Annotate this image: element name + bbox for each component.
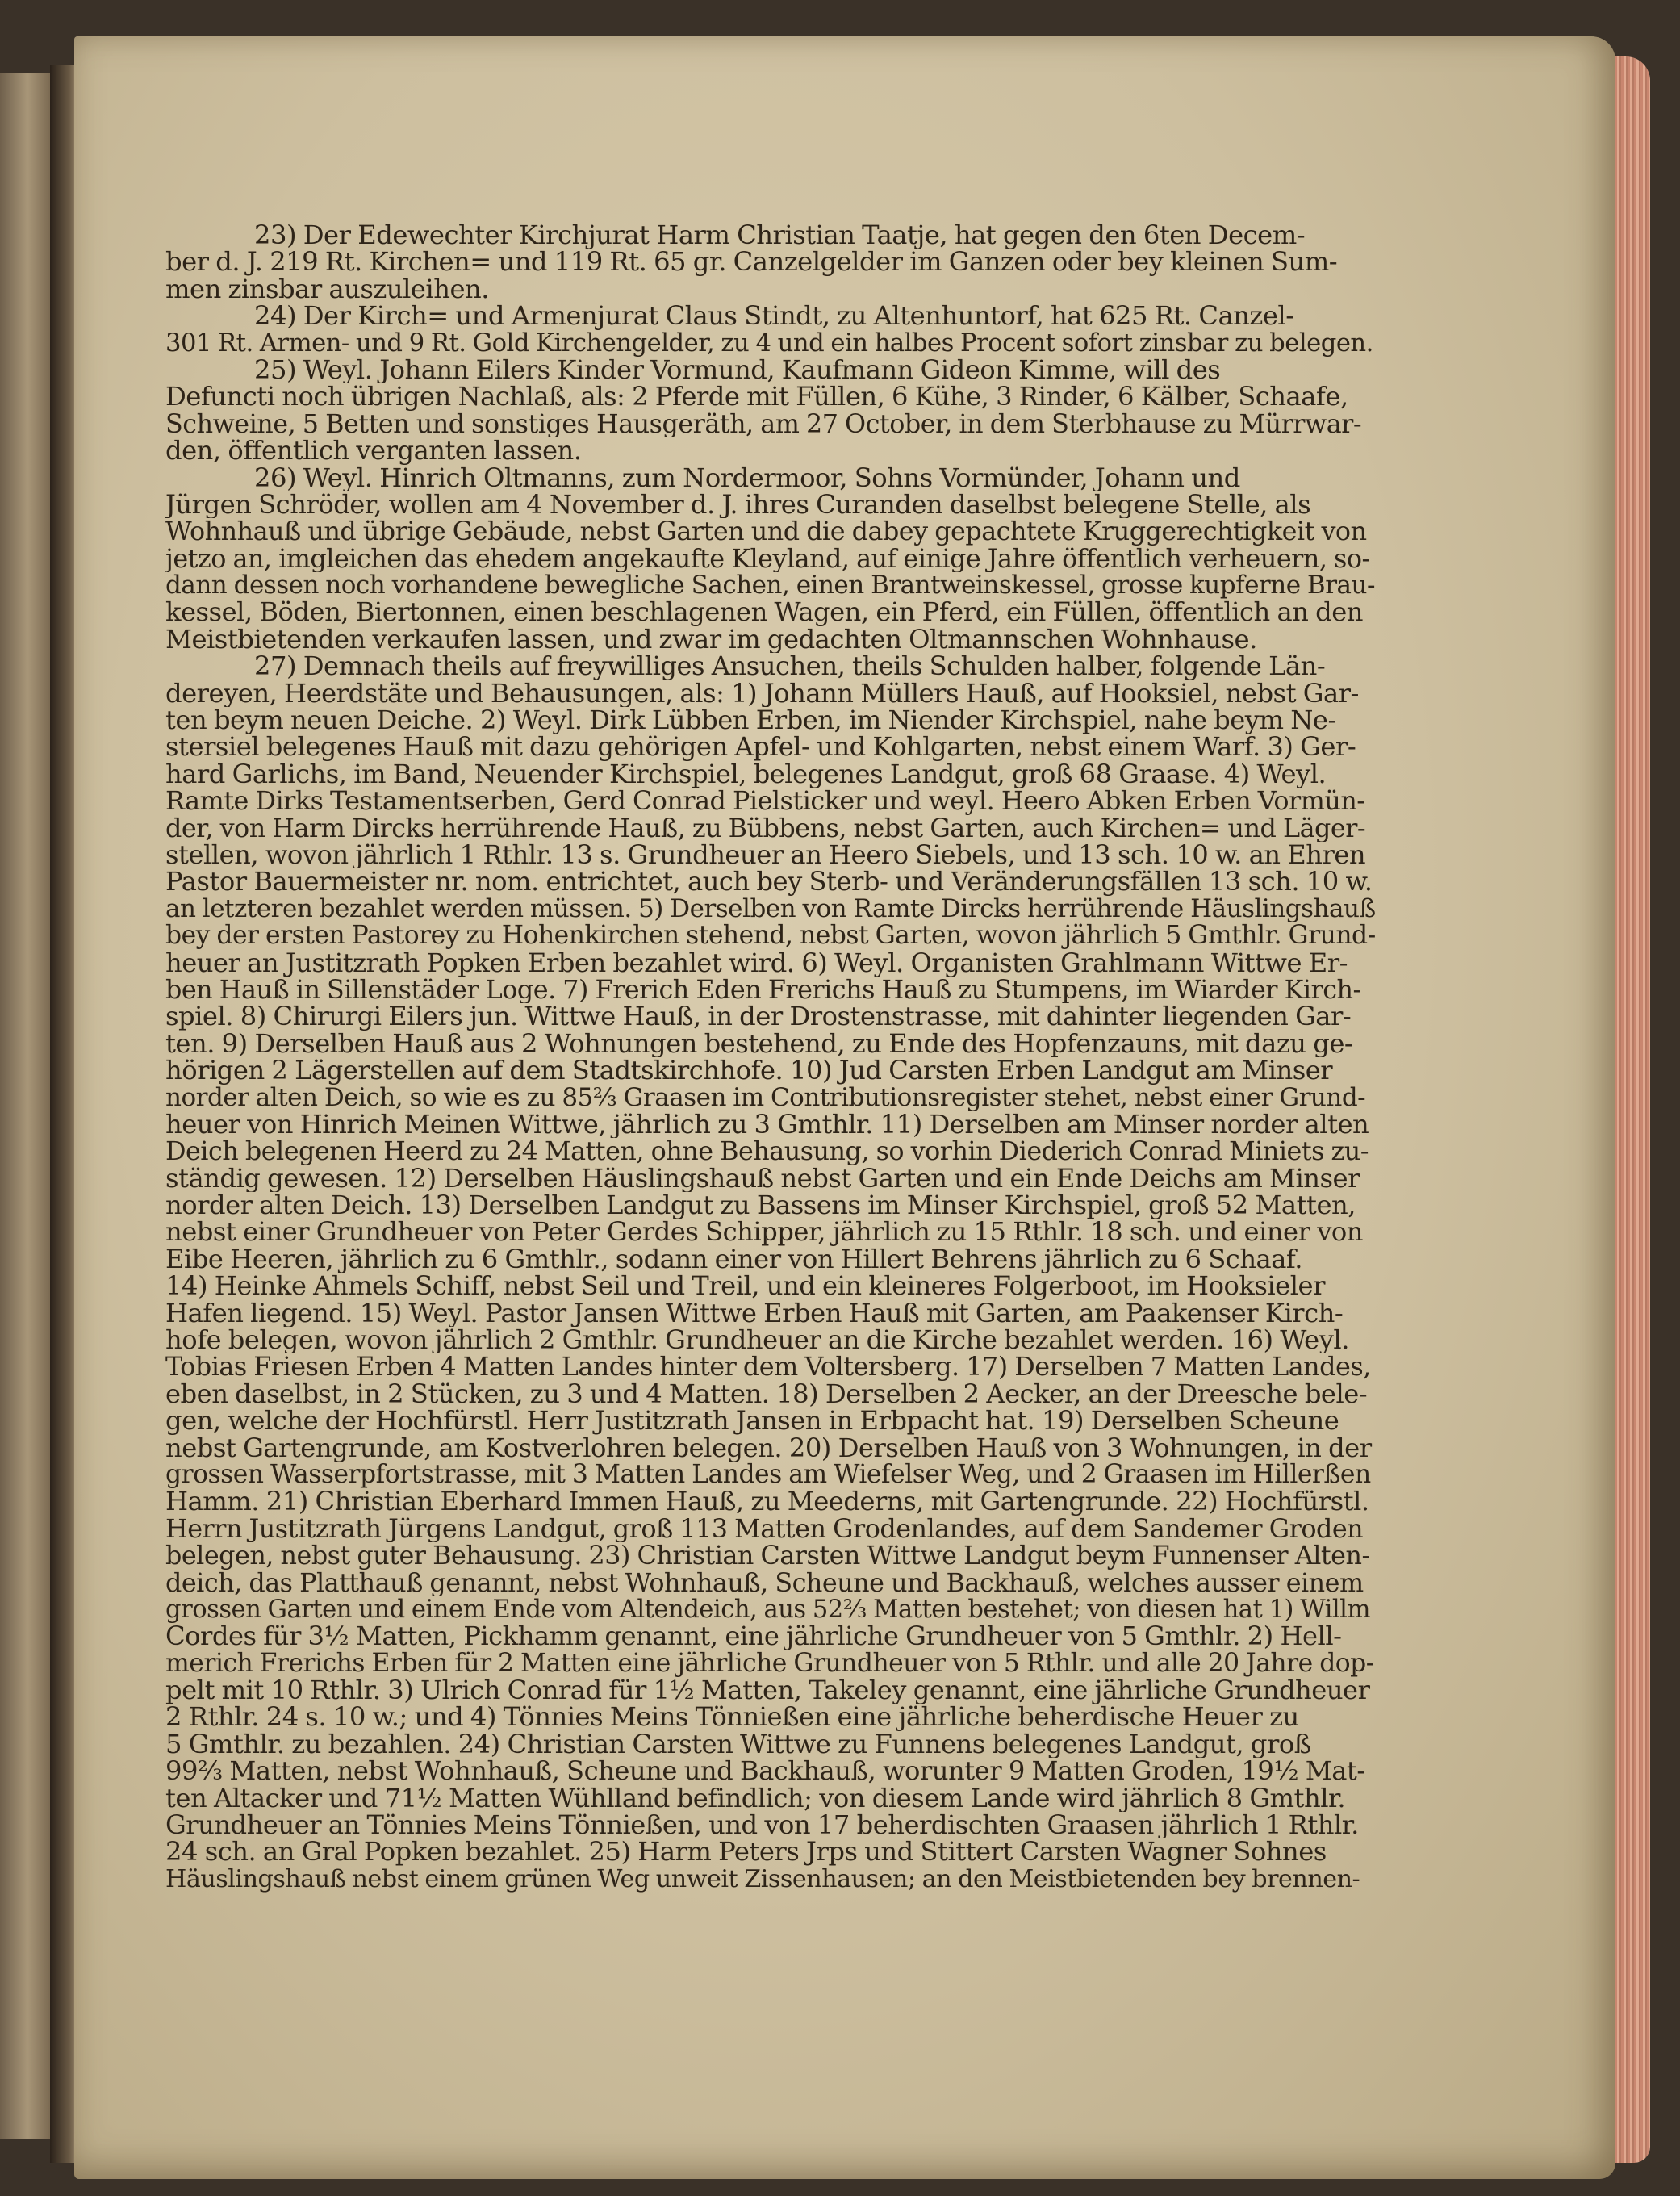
- text-line: ben Hauß in Sillenstäder Loge. 7) Frerich Eden Frerichs Hauß zu Stumpens, im Wiarder Kirch-: [165, 976, 1361, 1004]
- text-line: 5 Gmthlr. zu bezahlen. 24) Christian Carsten Wittwe zu Funnens belegenes Landgut, groß: [165, 1730, 1311, 1759]
- text-line: grossen Wasserpfortstrasse, mit 3 Matten Landes am Wiefelser Weg, und 2 Graasen im Hillerßen: [165, 1461, 1371, 1489]
- text-line: stersiel belegenes Hauß mit dazu gehörigen Apfel- und Kohlgarten, nebst einem Warf. 3) Ger-: [165, 734, 1356, 761]
- text-line: norder alten Deich. 13) Derselben Landgut zu Bassens im Minser Kirchspiel, groß 52 Matten,: [165, 1192, 1356, 1219]
- text-line: Grundheuer an Tönnies Meins Tönnießen, und von 17 beherdischten Graasen jährlich 1 Rthlr.: [165, 1812, 1359, 1839]
- text-line: jetzo an, imgleichen das ehedem angekaufte Kleyland, auf einige Jahre öffentlich verheuern, so-: [165, 545, 1370, 573]
- text-line: Defuncti noch übrigen Nachlaß, als: 2 Pferde mit Füllen, 6 Kühe, 3 Rinder, 6 Kälber, Schaafe,: [165, 383, 1348, 411]
- text-line: eben daselbst, in 2 Stücken, zu 3 und 4 Matten. 18) Derselben 2 Aecker, an der Dreesche bele-: [165, 1380, 1368, 1408]
- text-line: 23) Der Edewechter Kirchjurat Harm Christian Taatje, hat gegen den 6ten Decem-: [254, 222, 1306, 249]
- text-line: Cordes für 3½ Matten, Pickhamm genannt, eine jährliche Grundheuer von 5 Gmthlr. 2) Hell-: [165, 1623, 1342, 1650]
- text-line: Tobias Friesen Erben 4 Matten Landes hinter dem Voltersberg. 17) Derselben 7 Matten Landes,: [165, 1353, 1371, 1381]
- text-line: hörigen 2 Lägerstellen auf dem Stadtskirchhofe. 10) Jud Carsten Erben Landgut am Minser: [165, 1057, 1333, 1085]
- text-line: Wohnhauß und übrige Gebäude, nebst Garten und die dabey gepachtete Kruggerechtigkeit von: [165, 518, 1367, 546]
- text-line: deich, das Platthauß genannt, nebst Wohnhauß, Scheune und Backhauß, welches ausser einem: [165, 1569, 1364, 1596]
- left-page-edge: [0, 73, 52, 2139]
- text-line: 25) Weyl. Johann Eilers Kinder Vormund, Kaufmann Gideon Kimme, will des: [254, 356, 1221, 384]
- text-line: 301 Rt. Armen- und 9 Rt. Gold Kirchengelder, zu 4 und ein halbes Procent sofort zinsbar zu belegen.: [165, 329, 1373, 357]
- text-line: ber d. J. 219 Rt. Kirchen= und 119 Rt. 65 gr. Canzelgelder im Ganzen oder bey kleinen Sum-: [165, 249, 1338, 276]
- text-line: 14) Heinke Ahmels Schiff, nebst Seil und Treil, und ein kleineres Folgerboot, im Hooksieler: [165, 1273, 1325, 1300]
- text-line: Hafen liegend. 15) Weyl. Pastor Jansen Wittwe Erben Hauß mit Garten, am Paakenser Kirch-: [165, 1299, 1344, 1328]
- text-line: hofe belegen, wovon jährlich 2 Gmthlr. Grundheuer an die Kirche bezahlet werden. 16) Weyl.: [165, 1327, 1349, 1354]
- text-line: ten beym neuen Deiche. 2) Weyl. Dirk Lübben Erben, im Niender Kirchspiel, nahe beym Ne-: [165, 707, 1336, 734]
- text-line: 27) Demnach theils auf freywilliges Ansuchen, theils Schulden halber, folgende Län-: [254, 653, 1326, 680]
- text-line: kessel, Böden, Biertonnen, einen beschlagenen Wagen, ein Pferd, ein Füllen, öffentlich an den: [165, 599, 1363, 626]
- text-line: Eibe Heeren, jährlich zu 6 Gmthlr., sodann einer von Hillert Behrens jährlich zu 6 Schaaf.: [165, 1245, 1302, 1274]
- text-line: 24) Der Kirch= und Armenjurat Claus Stindt, zu Altenhuntorf, hat 625 Rt. Canzel-: [254, 303, 1294, 330]
- text-line: Herrn Justitzrath Jürgens Landgut, groß 113 Matten Grodenlandes, auf dem Sandemer Groden: [165, 1515, 1364, 1543]
- text-line: der, von Harm Dircks herrührende Hauß, zu Bübbens, nebst Garten, auch Kirchen= und Läger-: [165, 814, 1366, 842]
- text-line: dann dessen noch vorhandene bewegliche Sachen, einen Brantweinskessel, grosse kupferne Brau-: [165, 572, 1375, 600]
- text-line: norder alten Deich, so wie es zu 85⅔ Graasen im Contributionsregister stehet, nebst einer Grund-: [165, 1084, 1366, 1111]
- text-line: Deich belegenen Heerd zu 24 Matten, ohne Behausung, so vorhin Diederich Conrad Miniets zu-: [165, 1138, 1369, 1165]
- text-line: Ramte Dirks Testamentserben, Gerd Conrad Pielsticker und weyl. Heero Abken Erben Vormün-: [165, 788, 1365, 815]
- text-line: gen, welche der Hochfürstl. Herr Justitzrath Jansen in Erbpacht hat. 19) Derselben Scheune: [165, 1408, 1339, 1435]
- text-line: Pastor Bauermeister nr. nom. entrichtet, auch bey Sterb- und Veränderungsfällen 13 sch. 10 w.: [165, 868, 1373, 896]
- text-line: an letzteren bezahlet werden müssen. 5) Derselben von Ramte Dircks herrührende Häuslingshauß: [165, 895, 1376, 923]
- text-line: ten Altacker und 71½ Matten Wühlland befindlich; von diesem Lande wird jährlich 8 Gmthlr.: [165, 1784, 1346, 1813]
- text-line: ten. 9) Derselben Hauß aus 2 Wohnungen bestehend, zu Ende des Hopfenzauns, mit dazu ge-: [165, 1030, 1353, 1058]
- text-line: Schweine, 5 Betten und sonstiges Hausgeräth, am 27 October, in dem Sterbhause zu Mürrwar-: [165, 410, 1362, 438]
- text-line: stellen, wovon jährlich 1 Rthlr. 13 s. Grundheuer an Heero Siebels, und 13 sch. 10 w. an Ehren: [165, 841, 1366, 869]
- text-line: bey der ersten Pastorey zu Hohenkirchen stehend, nebst Garten, wovon jährlich 5 Gmthlr. Grund-: [165, 922, 1376, 950]
- text-line: grossen Garten und einem Ende vom Altendeich, aus 52⅔ Matten bestehet; von diesen hat 1) Willm: [165, 1596, 1370, 1624]
- text-line: Meistbietenden verkaufen lassen, und zwar im gedachten Oltmannschen Wohnhause.: [165, 625, 1257, 654]
- text-line: merich Frerichs Erben für 2 Matten eine jährliche Grundheuer von 5 Rthlr. und alle 20 Jahre dop-: [165, 1650, 1374, 1678]
- text-line: 26) Weyl. Hinrich Oltmanns, zum Nordermoor, Sohns Vormünder, Johann und: [254, 464, 1240, 491]
- text-line: nebst Gartengrunde, am Kostverlohren belegen. 20) Derselben Hauß von 3 Wohnungen, in der: [165, 1434, 1372, 1462]
- text-line: belegen, nebst guter Behausung. 23) Christian Carsten Wittwe Landgut beym Funnenser Alten-: [165, 1542, 1370, 1570]
- text-line: pelt mit 10 Rthlr. 3) Ulrich Conrad für 1½ Matten, Takeley genannt, eine jährliche Grundheuer: [165, 1677, 1370, 1705]
- text-block: [165, 222, 1376, 1893]
- text-line: nebst einer Grundheuer von Peter Gerdes Schipper, jährlich zu 15 Rthlr. 18 sch. und einer von: [165, 1219, 1363, 1246]
- text-line: 24 sch. an Gral Popken bezahlet. 25) Harm Peters Jrps und Stittert Carsten Wagner Sohnes: [165, 1838, 1327, 1866]
- text-line: heuer an Justitzrath Popken Erben bezahlet wird. 6) Weyl. Organisten Grahlmann Wittwe Er-: [165, 949, 1348, 977]
- text-line: heuer von Hinrich Meinen Wittwe, jährlich zu 3 Gmthlr. 11) Derselben am Minser norder alten: [165, 1111, 1369, 1139]
- text-line: den, öffentlich verganten lassen.: [165, 437, 582, 465]
- text-line: Häuslingshauß nebst einem grünen Weg unweit Zissenhausen; an den Meistbietenden bey brennen-: [165, 1865, 1360, 1893]
- text-line: men zinsbar auszuleihen.: [165, 275, 489, 303]
- text-line: 2 Rthlr. 24 s. 10 w.; und 4) Tönnies Meins Tönnießen eine jährliche beherdische Heuer zu: [165, 1704, 1299, 1731]
- text-line: Jürgen Schröder, wollen am 4 November d. J. ihres Curanden daselbst belegene Stelle, als: [165, 491, 1311, 519]
- text-line: spiel. 8) Chirurgi Eilers jun. Wittwe Hauß, in der Drostenstrasse, mit dahinter liegenden Gar-: [165, 1003, 1352, 1031]
- text-line: dereyen, Heerdstäte und Behausungen, als: 1) Johann Müllers Hauß, auf Hooksiel, nebst Gar-: [165, 680, 1359, 708]
- text-line: 99⅔ Matten, nebst Wohnhauß, Scheune und Backhauß, worunter 9 Matten Groden, 19½ Mat-: [165, 1758, 1365, 1785]
- text-line: Hamm. 21) Christian Eberhard Immen Hauß, zu Meederns, mit Gartengrunde. 22) Hochfürstl.: [165, 1488, 1369, 1516]
- text-line: ständig gewesen. 12) Derselben Häuslingshauß nebst Garten und ein Ende Deichs am Minser: [165, 1165, 1360, 1193]
- text-line: hard Garlichs, im Band, Neuender Kirchspiel, belegenes Landgut, groß 68 Graase. 4) Weyl.: [165, 760, 1327, 788]
